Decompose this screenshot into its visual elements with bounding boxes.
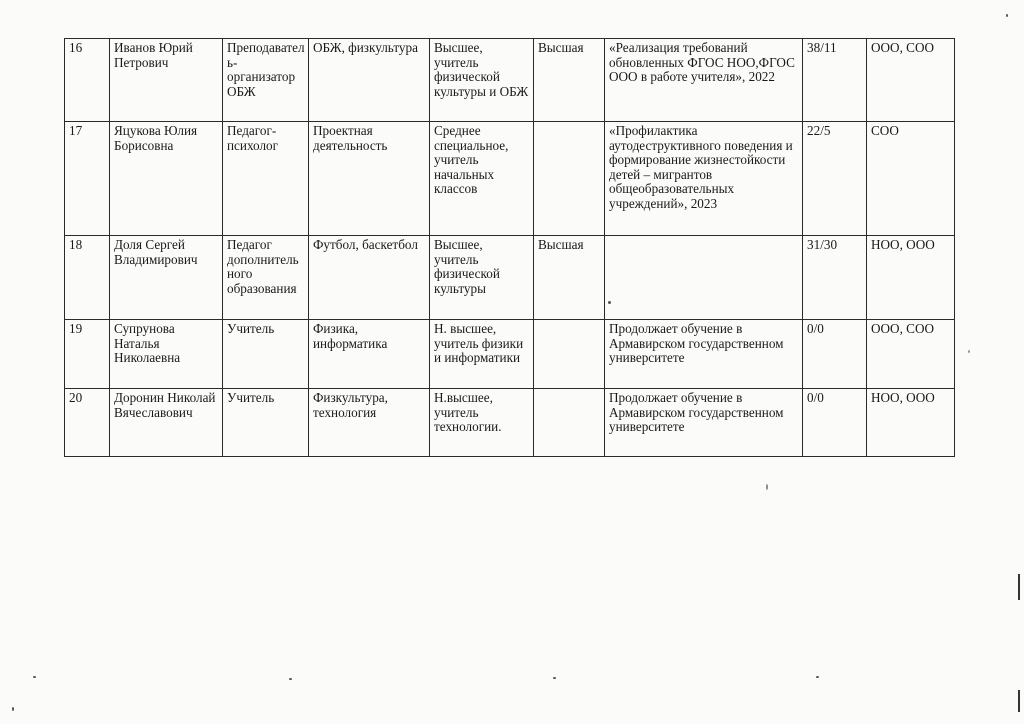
- table-row: [65, 320, 955, 389]
- teacher-experience: 31/30: [803, 236, 867, 320]
- teacher-category: [534, 122, 605, 236]
- teacher-education: Высшее, учитель физической культуры и ОБЖ: [430, 39, 534, 122]
- scan-speck: [968, 350, 970, 353]
- teacher-category: Высшая: [534, 236, 605, 320]
- scan-speck: [608, 301, 611, 304]
- table-row: [65, 236, 955, 320]
- scan-speck: [553, 677, 556, 679]
- teacher-experience: 0/0: [803, 389, 867, 457]
- row-number: 19: [65, 320, 110, 389]
- teacher-education: Среднее специальное, учитель начальных классов: [430, 122, 534, 236]
- teacher-levels: ООО, СОО: [867, 320, 955, 389]
- row-number: 18: [65, 236, 110, 320]
- teacher-training: Продолжает обучение в Армавирском государственном университете: [605, 320, 803, 389]
- teacher-subjects: Физкультура, технология: [309, 389, 430, 457]
- scan-speck: [766, 484, 768, 490]
- teacher-experience: 0/0: [803, 320, 867, 389]
- teacher-training: Продолжает обучение в Армавирском государственном университете: [605, 389, 803, 457]
- table-row: [65, 389, 955, 457]
- teacher-category: [534, 389, 605, 457]
- teacher-position: Учитель: [223, 389, 309, 457]
- teacher-subjects: ОБЖ, физкультура: [309, 39, 430, 122]
- teacher-subjects: Проектная деятельность: [309, 122, 430, 236]
- scan-speck: [816, 676, 819, 678]
- scan-speck: [1006, 14, 1008, 17]
- teacher-category: [534, 320, 605, 389]
- teacher-name: Доронин Николай Вячеславович: [110, 389, 223, 457]
- teacher-education: Высшее, учитель физической культуры: [430, 236, 534, 320]
- teacher-training: «Профилактика аутодеструктивного поведения и формирование жизнестойкости детей – мигрантов общеобразовательных учреждений», 2023: [605, 122, 803, 236]
- teacher-position: Педагог дополнительного образования: [223, 236, 309, 320]
- scan-edge-mark: [1018, 690, 1020, 712]
- teacher-name: Доля Сергей Владимирович: [110, 236, 223, 320]
- scan-edge-mark: [1018, 574, 1020, 600]
- teacher-position: Педагог-психолог: [223, 122, 309, 236]
- teacher-education: Н. высшее, учитель физики и информатики: [430, 320, 534, 389]
- table-row: [65, 39, 955, 122]
- row-number: 20: [65, 389, 110, 457]
- row-number: 16: [65, 39, 110, 122]
- scan-speck: [12, 707, 14, 711]
- scan-speck: [33, 676, 36, 678]
- table-row: [65, 122, 955, 236]
- teacher-name: Супрунова Наталья Николаевна: [110, 320, 223, 389]
- teacher-position: Учитель: [223, 320, 309, 389]
- staff-table: [64, 38, 955, 457]
- teacher-position: Преподаватель-организатор ОБЖ: [223, 39, 309, 122]
- teacher-education: Н.высшее, учитель технологии.: [430, 389, 534, 457]
- teacher-levels: НОО, ООО: [867, 236, 955, 320]
- teacher-experience: 22/5: [803, 122, 867, 236]
- teacher-levels: ООО, СОО: [867, 39, 955, 122]
- row-number: 17: [65, 122, 110, 236]
- teacher-name: Яцукова Юлия Борисовна: [110, 122, 223, 236]
- teacher-name: Иванов Юрий Петрович: [110, 39, 223, 122]
- scan-speck: [289, 678, 292, 680]
- teacher-subjects: Физика, информатика: [309, 320, 430, 389]
- teacher-levels: НОО, ООО: [867, 389, 955, 457]
- teacher-category: Высшая: [534, 39, 605, 122]
- teacher-training: [605, 236, 803, 320]
- teacher-levels: СОО: [867, 122, 955, 236]
- teacher-subjects: Футбол, баскетбол: [309, 236, 430, 320]
- teacher-experience: 38/11: [803, 39, 867, 122]
- teacher-training: «Реализация требований обновленных ФГОС НОО,ФГОС ООО в работе учителя», 2022: [605, 39, 803, 122]
